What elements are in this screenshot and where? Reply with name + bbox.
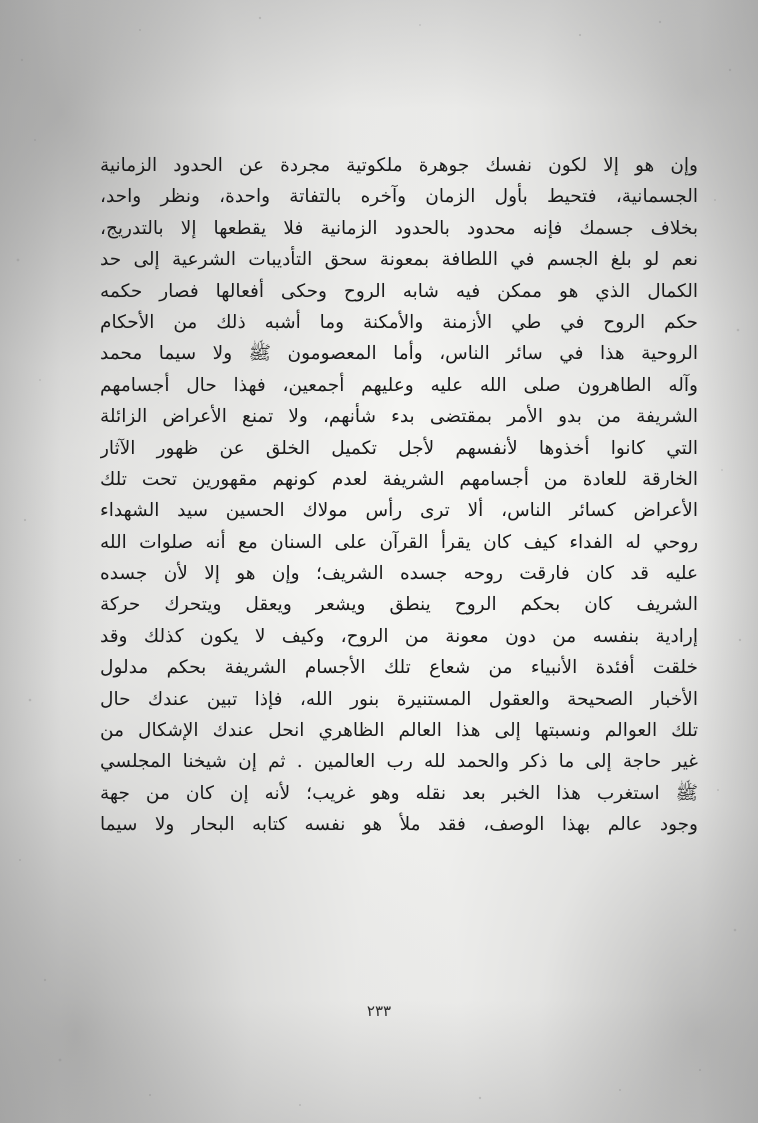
text-line: عليه قد كان فارقت روحه جسده الشريف؛ وإن هو إلا لأن جسده xyxy=(100,563,698,585)
text-line: حكم الروح في طي الأزمنة والأمكنة وما أشبه ذلك من الأحكام xyxy=(100,311,698,333)
text-line: التي كانوا أخذوها لأنفسهم لأجل تكميل الخلق عن ظهور الآثار xyxy=(100,437,698,459)
text-line: الشريف كان بحكم الروح ينطق ويشعر ويعقل ويتحرك حركة xyxy=(100,594,698,616)
text-line: وآله الطاهرون صلى الله عليه وعليهم أجمعين، فهذا حال أجسامهم xyxy=(100,374,698,396)
text-line: خلقت أفئدة الأنبياء من شعاع تلك الأجسام الشريفة بحكم مدلول xyxy=(100,657,698,679)
text-line: الشريفة من بدو الأمر بمقتضى بدء شأنهم، ولا تمنع الأعراض الزائلة xyxy=(100,406,698,428)
text-line: إرادية بنفسه من دون معونة من الروح، وكيف لا يكون كذلك وقد xyxy=(100,625,698,647)
text-line: ﷺ استغرب هذا الخبر بعد نقله وهو غريب؛ لأنه إن كان من جهة xyxy=(100,782,698,804)
text-line: الأخبار الصحيحة والعقول المستنيرة بنور الله، فإذا تبين عندك حال xyxy=(100,688,698,710)
text-line: وجود عالم بهذا الوصف، فقد ملأ هو نفسه كتابه البحار ولا سيما xyxy=(100,814,698,836)
body-text xyxy=(100,150,698,841)
text-line: نعم لو بلغ الجسم في اللطافة بمعونة سحق التأديبات الشرعية إلى حد xyxy=(100,249,698,271)
text-line: الجسمانية، فتحيط بأول الزمان وآخره بالتفاتة واحدة، ونظر واحد، xyxy=(100,186,698,208)
page-number: ٢٣٣ xyxy=(366,1002,392,1020)
text-line: روحي له الفداء كيف كان يقرأ القرآن على السنان مع أنه صلوات الله xyxy=(100,531,698,553)
text-line: الأعراض كسائر الناس، ألا ترى رأس مولاك الحسين سيد الشهداء xyxy=(100,500,698,522)
text-line: بخلاف جسمك فإنه محدود بالحدود الزمانية فلا يقطعها إلا بالتدريج، xyxy=(100,217,698,239)
text-line: الكمال الذي هو ممكن فيه شابه الروح وحكى أفعالها فصار حكمه xyxy=(100,280,698,302)
text-line: الروحية هذا في سائر الناس، وأما المعصومون ﷺ ولا سيما محمد xyxy=(100,343,698,365)
text-line: تلك العوالم ونسبتها إلى هذا العالم الظاهري انحل عندك الإشكال من xyxy=(100,720,698,742)
text-line: الخارقة للعادة من أجسامهم الشريفة لعدم كونهم مقهورين تحت تلك xyxy=(100,468,698,490)
text-line: وإن هو إلا لكون نفسك جوهرة ملكوتية مجردة عن الحدود الزمانية xyxy=(100,155,698,176)
text-line: غير حاجة إلى ما ذكر والحمد لله رب العالمين . ثم إن شيخنا المجلسي xyxy=(100,751,698,773)
